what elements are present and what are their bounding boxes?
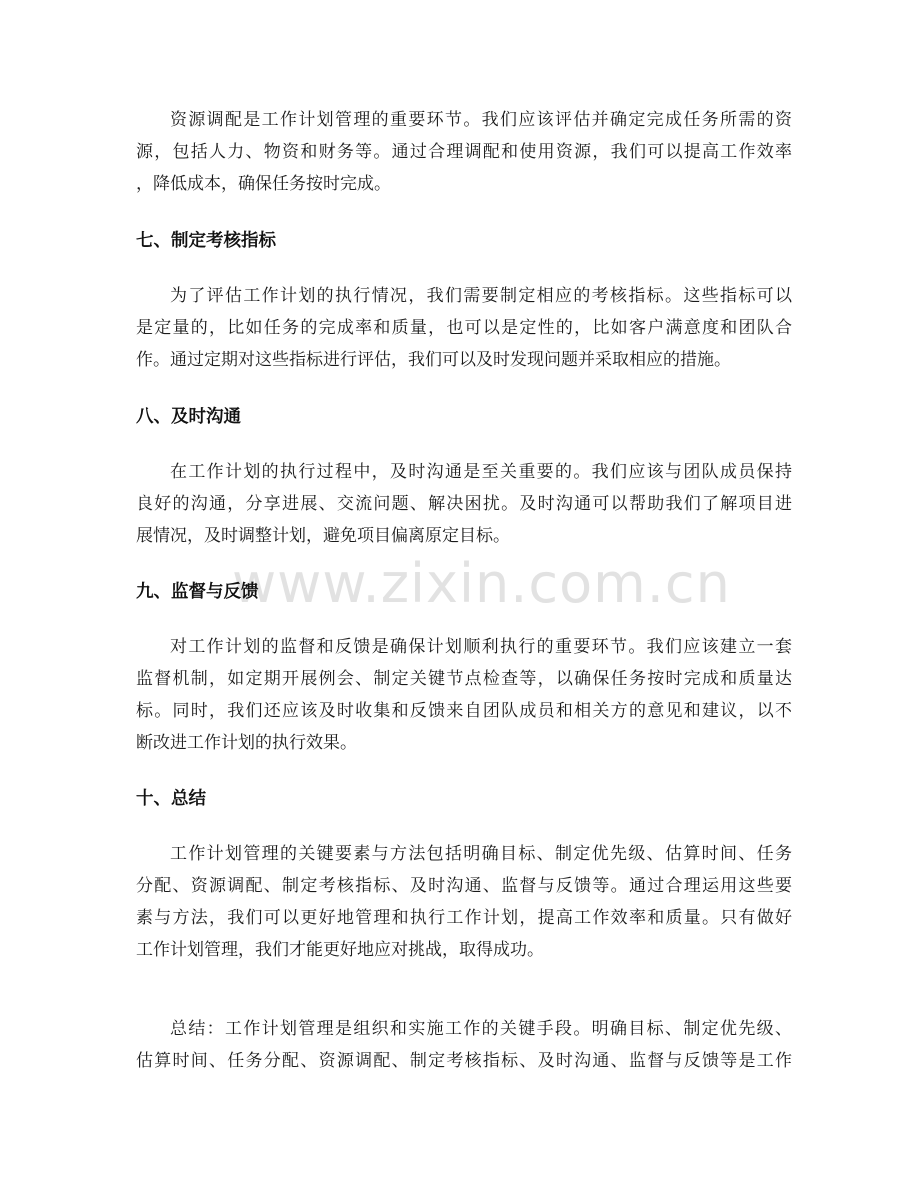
paragraph-assessment-indicators [136,280,792,376]
paragraph-line: ，降低成本，确保任务按时完成。 [136,174,391,194]
paragraph-line: 在工作计划的执行过程中，及时沟通是至关重要的。我们应该与团队成员保持 [170,462,792,482]
paragraph-line: 是定量的，比如任务的完成率和质量，也可以是定性的，比如客户满意度和团队合 [136,318,792,338]
paragraph-line: 源，包括人力、物资和财务等。通过合理调配和使用资源，我们可以提高工作效率 [136,142,792,162]
paragraph-line: 作。通过定期对这些指标进行评估，我们可以及时发现问题并采取相应的措施。 [136,350,731,370]
section-heading-8: 八、及时沟通 [136,407,241,427]
paragraph-line: 标。同时，我们还应该及时收集和反馈来自团队成员和相关方的意见和建议，以不 [136,701,792,721]
paragraph-line: 工作计划管理，我们才能更好地应对挑战，取得成功。 [136,940,544,960]
paragraph-line: 估算时间、任务分配、资源调配、制定考核指标、及时沟通、监督与反馈等是工作 [136,1051,792,1071]
paragraph-conclusion [136,1013,792,1077]
section-heading-9: 九、监督与反馈 [136,582,259,602]
paragraph-line: 分配、资源调配、制定考核指标、及时沟通、监督与反馈等。通过合理运用这些要 [136,876,792,896]
paragraph-resource-allocation [136,104,792,200]
paragraph-line: 素与方法，我们可以更好地管理和执行工作计划，提高工作效率和质量。只有做好 [136,908,792,928]
paragraph-supervision-feedback [136,631,792,759]
paragraph-line: 资源调配是工作计划管理的重要环节。我们应该评估并确定完成任务所需的资 [170,110,792,130]
paragraph-line: 为了评估工作计划的执行情况，我们需要制定相应的考核指标。这些指标可以 [170,286,792,306]
paragraph-line: 监督机制，如定期开展例会、制定关键节点检查等，以确保任务按时完成和质量达 [136,669,792,689]
paragraph-line: 良好的沟通，分享进展、交流问题、解决困扰。及时沟通可以帮助我们了解项目进 [136,494,792,514]
section-heading-7: 七、制定考核指标 [136,231,276,251]
paragraph-line: 断改进工作计划的执行效果。 [136,733,357,753]
watermark: www.zixin.com.cn [232,552,731,615]
paragraph-line: 工作计划管理的关键要素与方法包括明确目标、制定优先级、估算时间、任务 [170,844,792,864]
paragraph-line: 展情况，及时调整计划，避免项目偏离原定目标。 [136,526,510,546]
paragraph-line: 总结：工作计划管理是组织和实施工作的关键手段。明确目标、制定优先级、 [170,1019,792,1039]
paragraph-line: 对工作计划的监督和反馈是确保计划顺利执行的重要环节。我们应该建立一套 [170,637,792,657]
paragraph-timely-communication [136,456,792,552]
paragraph-summary [136,838,792,966]
section-heading-10: 十、总结 [136,789,206,809]
